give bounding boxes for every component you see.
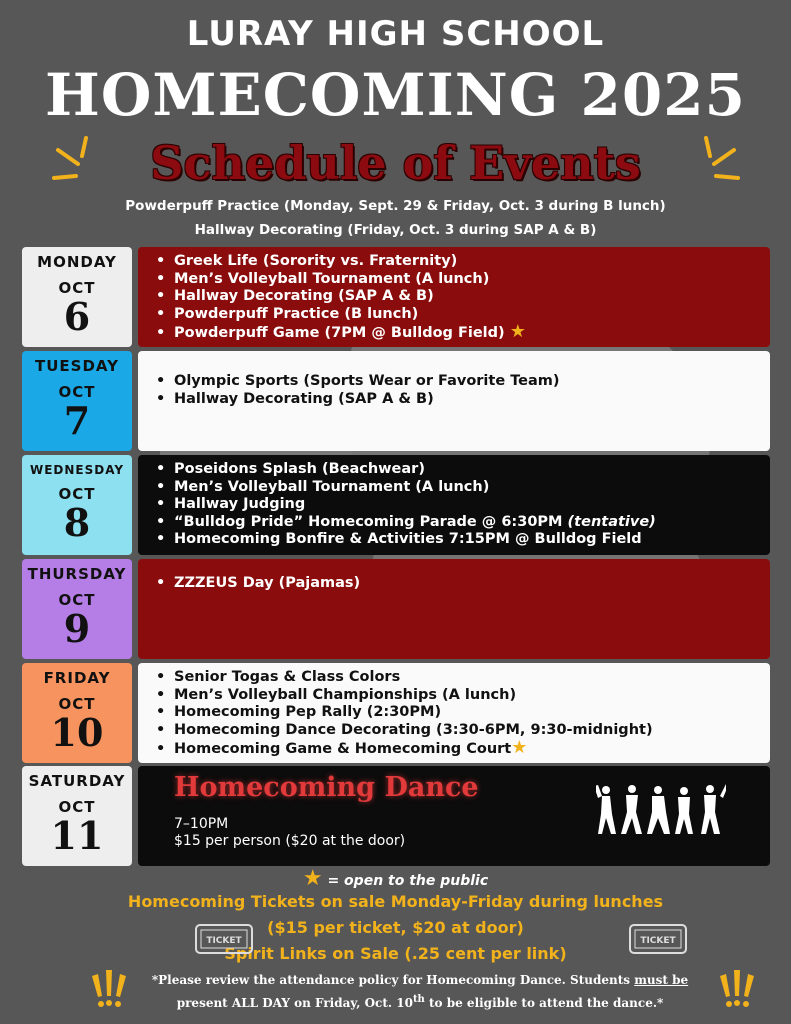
school-name: LURAY HIGH SCHOOL [186, 14, 605, 54]
event-item: • Homecoming Pep Rally (2:30PM) [156, 704, 756, 722]
svg-text:TICKET: TICKET [640, 936, 676, 946]
event-item: • Hallway Decorating (SAP A & B) [156, 391, 756, 409]
event-item: • Hallway Judging [156, 496, 756, 514]
month: OCT [58, 798, 96, 816]
event-item: • Men’s Volleyball Championships (A lunch) [156, 687, 756, 705]
tentative-label: (tentative) [567, 513, 656, 530]
star-icon: ★ [302, 866, 323, 891]
exclamation-icon [88, 966, 132, 1010]
day-row-friday [22, 663, 770, 763]
day-row-tuesday [22, 351, 770, 451]
event-item: • Powderpuff Game (7PM @ Bulldog Field) ★ [156, 323, 756, 343]
event-item: • Homecoming Bonfire & Activities 7:15PM @ Bulldog Field [156, 531, 756, 549]
ticket-prices: ($15 per ticket, $20 at door) [267, 918, 524, 937]
day-row-thursday [22, 559, 770, 659]
event-list-box [138, 663, 770, 763]
pre-event-note: Hallway Decorating (Friday, Oct. 3 during SAP A & B) [194, 222, 597, 238]
ticket-icon [194, 922, 254, 956]
dance-title: Homecoming Dance [174, 772, 479, 803]
event-item: • “Bulldog Pride” Homecoming Parade @ 6:30PM (tentative) [156, 514, 756, 532]
attendance-policy: *Please review the attendance policy for Homecoming Dance. Students must be present ALL DAY on Friday, Oct. 10th to be eligible to attend the dance.* [151, 973, 689, 1010]
day-card [22, 351, 132, 451]
ticket-icon [628, 922, 688, 956]
day-card [22, 663, 132, 763]
month: OCT [58, 695, 96, 713]
day-row-monday [22, 247, 770, 347]
date-number: 9 [63, 606, 91, 651]
dance-time: 7–10PM [174, 816, 229, 832]
day-name: TUESDAY [35, 357, 119, 375]
month: OCT [58, 279, 96, 297]
spirit-links: Spirit Links on Sale (.25 cent per link) [224, 944, 567, 963]
dance-box [138, 766, 770, 866]
event-item: • Men’s Volleyball Tournament (A lunch) [156, 479, 756, 497]
day-name: FRIDAY [43, 669, 111, 687]
date-number: 11 [50, 813, 104, 858]
month: OCT [58, 383, 96, 401]
event-item: • Powderpuff Practice (B lunch) [156, 306, 756, 324]
tickets-info: Homecoming Tickets on sale Monday-Friday during lunches [127, 892, 664, 911]
event-item: • Senior Togas & Class Colors [156, 669, 756, 687]
day-row-saturday [22, 766, 770, 866]
date-number: 8 [63, 500, 91, 545]
event-list-box [138, 455, 770, 555]
event-title: HOMECOMING 2025 [45, 61, 746, 129]
event-item: • Homecoming Dance Decorating (3:30-6PM, 9:30-midnight) [156, 722, 756, 740]
event-item: • Hallway Decorating (SAP A & B) [156, 288, 756, 306]
month: OCT [58, 485, 96, 503]
star-icon: ★ [511, 737, 528, 758]
day-row-wednesday [22, 455, 770, 555]
dance-details [174, 816, 405, 850]
day-card [22, 559, 132, 659]
event-item: • Greek Life (Sorority vs. Fraternity) [156, 253, 756, 271]
date-number: 6 [63, 294, 91, 339]
exclamation-icon [716, 966, 760, 1010]
event-item: • Poseidons Splash (Beachwear) [156, 461, 756, 479]
day-name: WEDNESDAY [29, 463, 125, 477]
svg-text:TICKET: TICKET [206, 936, 242, 946]
dance-price: $15 per person ($20 at the door) [174, 833, 406, 849]
event-item: • Men’s Volleyball Tournament (A lunch) [156, 271, 756, 289]
event-list-box [138, 559, 770, 659]
public-legend: ★ = open to the public [302, 866, 489, 891]
event-list-box [138, 247, 770, 347]
schedule-heading: Schedule of Events [150, 136, 641, 190]
day-card [22, 766, 132, 866]
dancers-icon [596, 784, 726, 840]
month: OCT [58, 591, 96, 609]
event-item: • Homecoming Game & Homecoming Court★ [156, 739, 756, 759]
event-list-box [138, 351, 770, 451]
pre-event-note: Powderpuff Practice (Monday, Sept. 29 & Friday, Oct. 3 during B lunch) [125, 198, 666, 214]
day-card [22, 455, 132, 555]
date-number: 7 [63, 398, 91, 443]
star-icon: ★ [509, 321, 526, 342]
event-item: • Olympic Sports (Sports Wear or Favorite Team) [156, 373, 756, 391]
day-name: SATURDAY [28, 772, 126, 790]
day-name: MONDAY [37, 253, 117, 271]
event-item: • ZZZEUS Day (Pajamas) [156, 575, 756, 593]
date-number: 10 [50, 710, 104, 755]
day-name: THURSDAY [27, 565, 127, 583]
burst-right-icon [700, 130, 740, 190]
day-card [22, 247, 132, 347]
